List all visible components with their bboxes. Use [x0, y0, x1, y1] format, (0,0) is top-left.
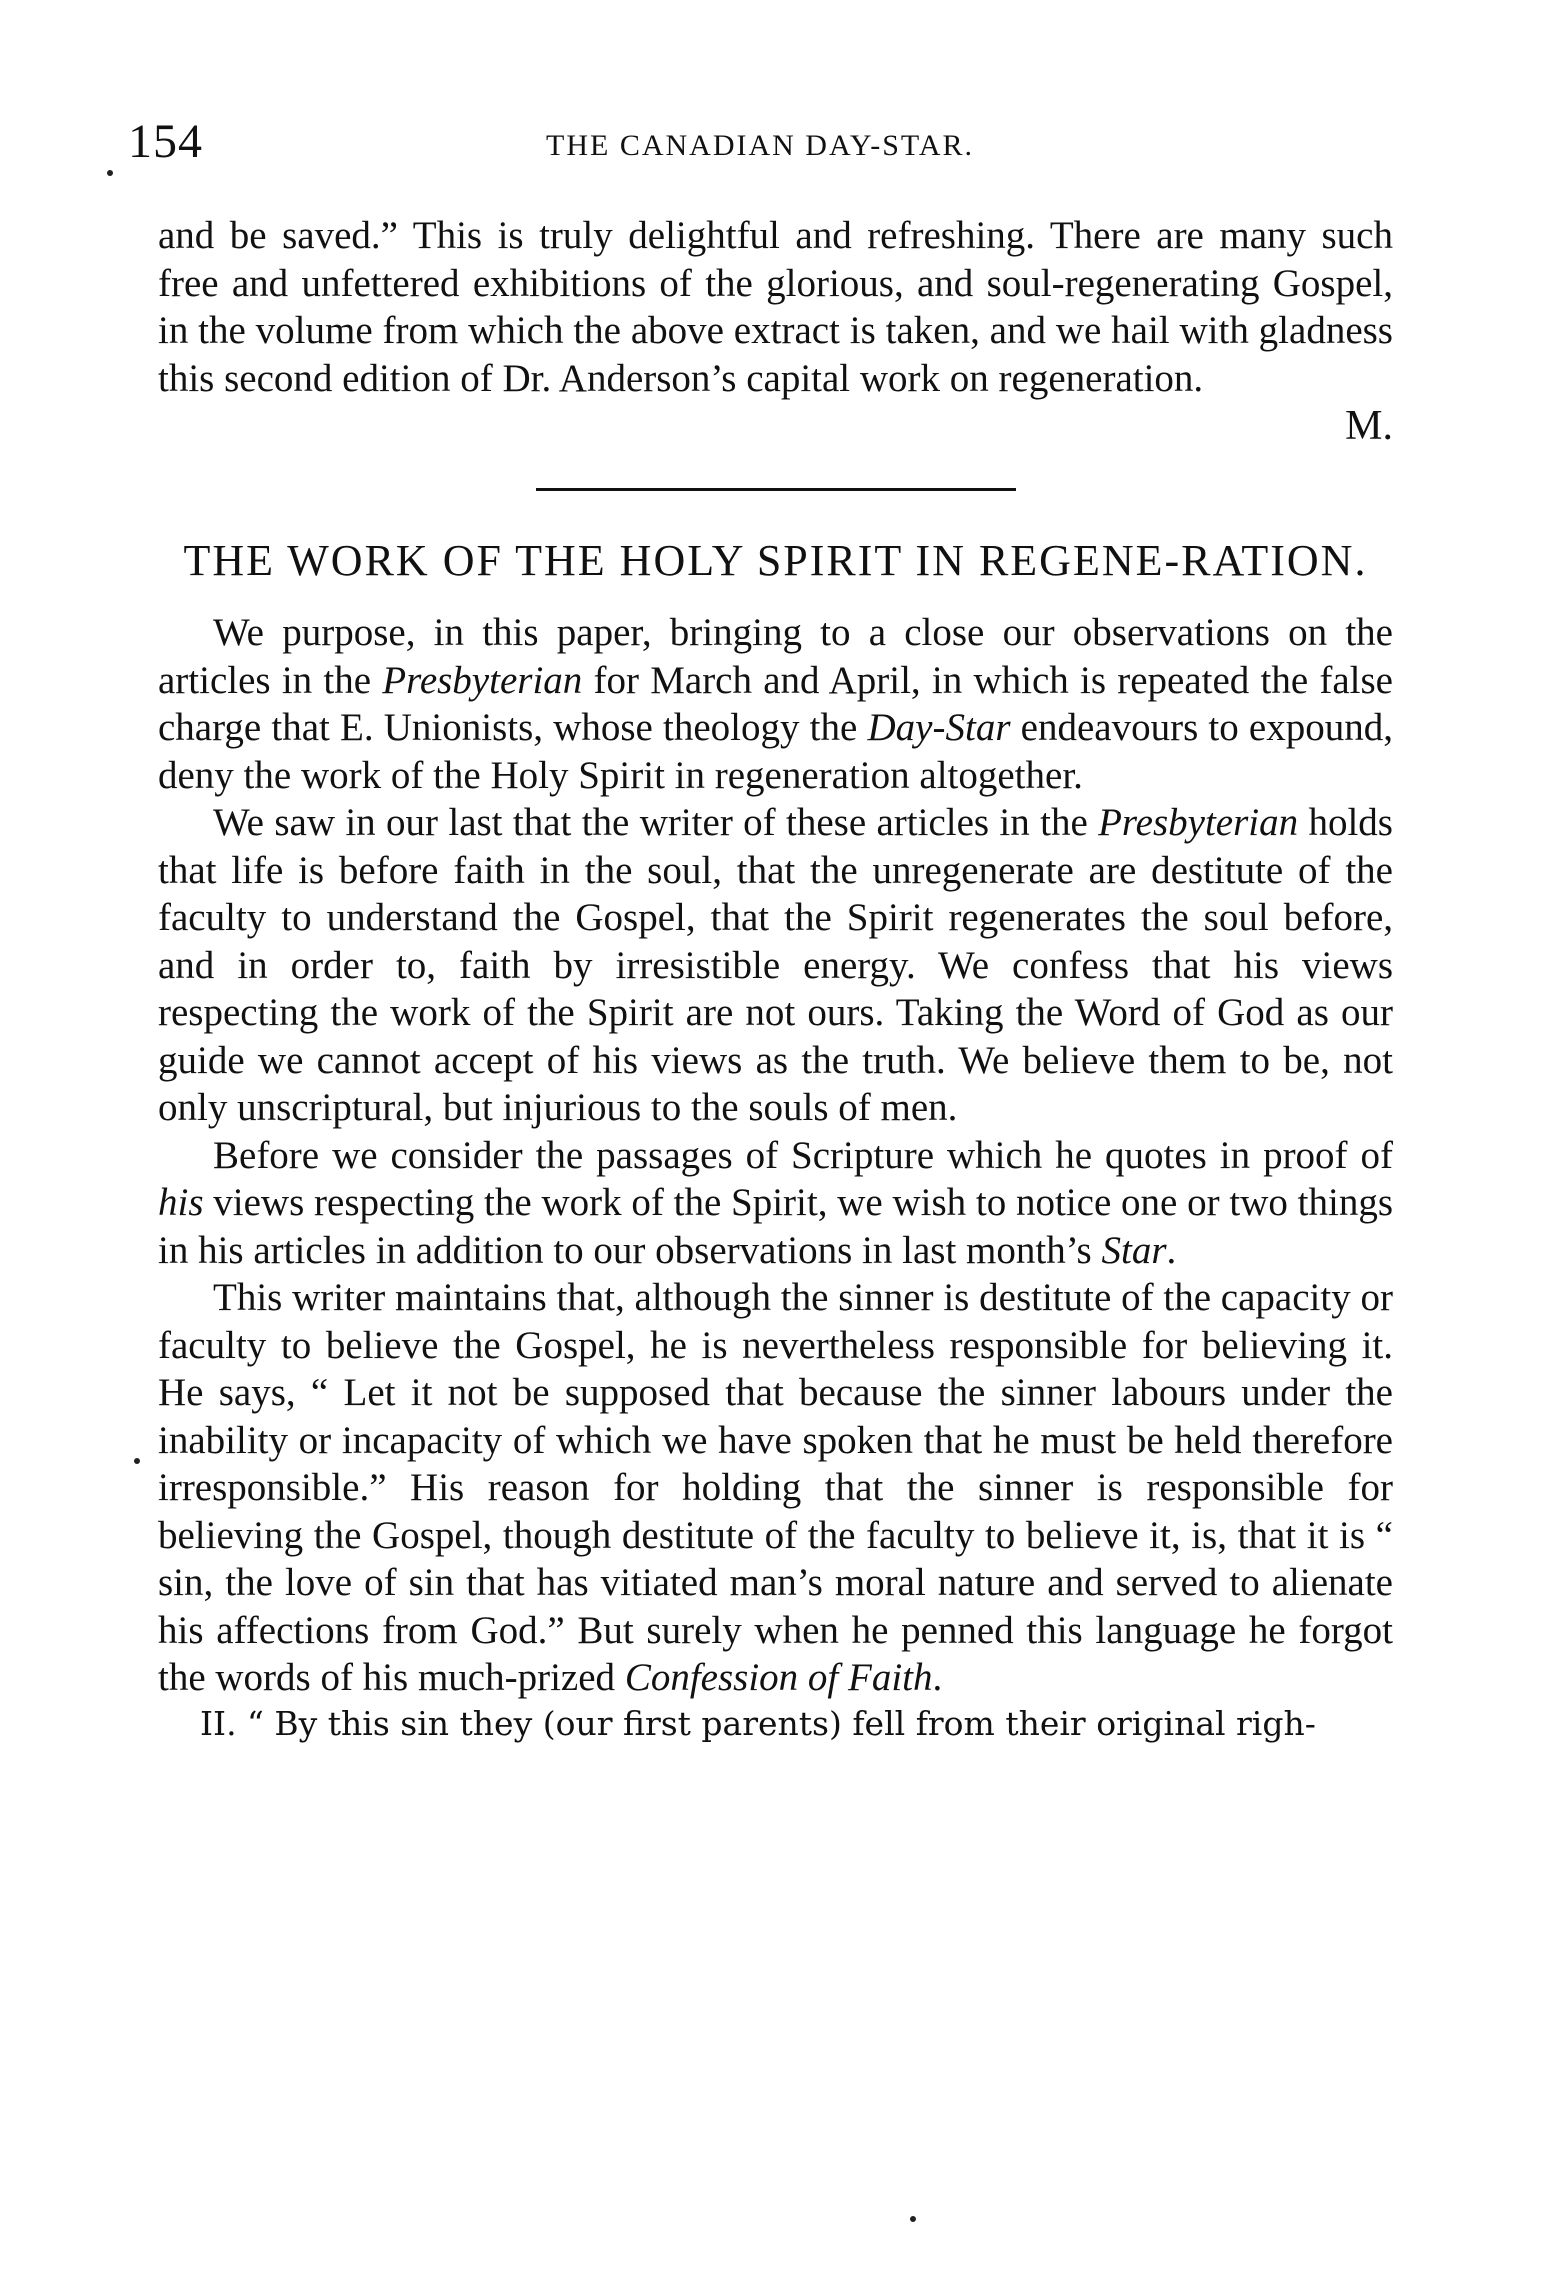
- paragraph-text: .: [1166, 1228, 1177, 1272]
- author-signature: M.: [1345, 403, 1393, 449]
- section-divider: [536, 488, 1016, 491]
- ink-speck: [107, 170, 113, 176]
- page-number: 154: [128, 115, 203, 168]
- paragraph-text: views respecting the work of the Spirit, we wish to notice one or two things in his articles in addition to our observations in last month’s: [158, 1181, 1393, 1272]
- article-paragraph-3: [158, 1132, 1393, 1275]
- paragraph-text: We saw in our last that the writer of these articles in the: [213, 801, 1099, 844]
- page-header: [120, 112, 1400, 182]
- running-title: THE CANADIAN DAY-STAR.: [546, 129, 974, 162]
- ink-speck: [134, 1458, 140, 1464]
- ink-speck: [910, 2216, 916, 2222]
- article-paragraph-2: [158, 799, 1393, 1132]
- paragraph-text: endeavours to expound, deny the work of the Holy Spirit in regeneration altogether.: [158, 706, 1393, 797]
- article-paragraph-4: [158, 1274, 1393, 1702]
- italic-text: Day-Star: [867, 706, 1011, 749]
- paragraph-text: .: [932, 1656, 943, 1699]
- text-column: [158, 212, 1393, 1746]
- italic-text: his: [158, 1181, 204, 1224]
- italic-text: Presbyterian: [382, 658, 583, 702]
- paragraph-text: for March and April, in which is repeated the false charge that E. Unionists, whose theology the: [158, 658, 1393, 749]
- confession-quote: II. “ By this sin they (our first parents) fell from their original righ-: [200, 1703, 1316, 1743]
- paragraph-text: Before we consider the passages of Scripture which he quotes in proof of: [213, 1133, 1393, 1177]
- intro-paragraph: and be saved.” This is truly delightful and refreshing. There are many such free and unfettered exhibitions of the glorious, and soul-regenerating Gospel, in the volume from which the above extract is taken, and we hail with gladness this second edition of Dr. Anderson’s capital work on regeneration.: [158, 214, 1393, 400]
- paragraph-text: holds that life is before faith in the soul, that the unregenerate are destitute of the faculty to understand the Gospel, that the Spirit regenerates the soul before, and in order to, faith by irresistible energy. We confess that his views respecting the work of the Spirit are not ours. Taking the Word of God as our guide we cannot accept of his views as the truth. We believe them to be, not only unscriptural, but injurious to the souls of men.: [158, 801, 1393, 1129]
- paragraph-text: This writer maintains that, although the sinner is destitute of the capacity or faculty to believe the Gospel, he is nevertheless responsible for believing it. He says, “ Let it not be supposed that because the sinner labours under the inability or incapacity of which we have spoken that he must be held therefore irresponsible.” His reason for holding that the sinner is responsible for believing the Gospel, though destitute of the faculty to believe it, is, that it is “ sin, the love of sin that has vitiated man’s moral nature and served to alienate his affections from God.” But surely when he penned this language he forgot the words of his much-prized: [158, 1276, 1393, 1699]
- article-title: THE WORK OF THE HOLY SPIRIT IN REGENE-RATION.: [183, 536, 1368, 585]
- italic-text: Presbyterian: [1098, 801, 1299, 844]
- italic-text: Confession of Faith: [624, 1656, 933, 1699]
- italic-text: Star: [1101, 1228, 1167, 1272]
- article-paragraph-1: [158, 609, 1393, 799]
- paragraph-text: We purpose, in this paper, bringing to a close our observations on the articles in the: [158, 611, 1393, 702]
